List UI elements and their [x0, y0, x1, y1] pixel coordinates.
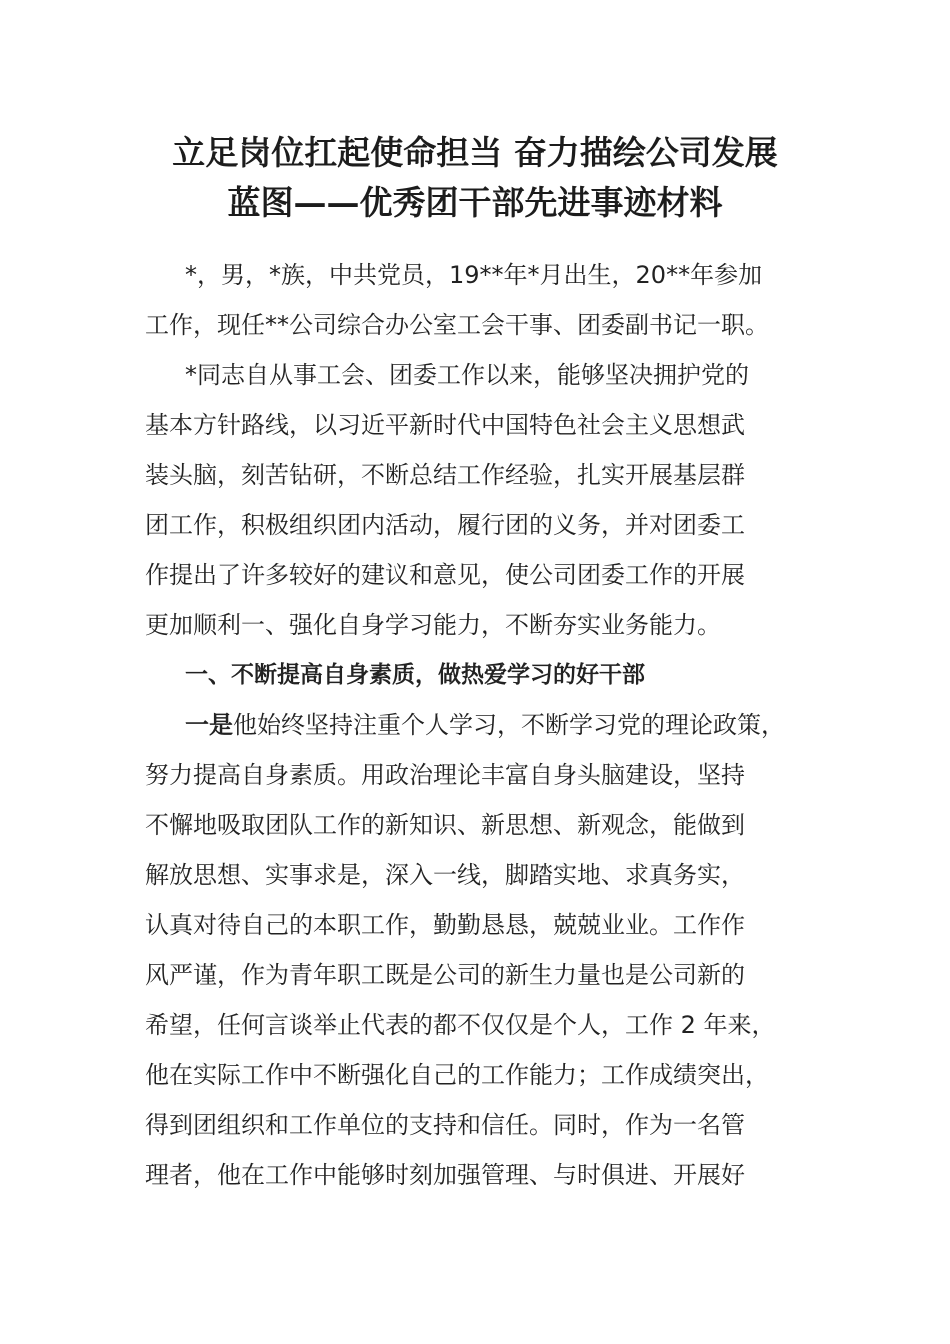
paragraph-line: 理者，他在工作中能够时刻加强管理、与时俱进、开展好 [145, 1161, 745, 1189]
paragraph-line: 努力提高自身素质。用政治理论丰富自身头脑建设，坚持 [145, 761, 745, 789]
document-body [145, 250, 815, 1200]
paragraph-line: 团工作，积极组织团内活动，履行团的义务，并对团委工 [145, 511, 745, 539]
title-line-1: 立足岗位扛起使命担当 奋力描绘公司发展 [172, 133, 778, 172]
lead-phrase: 一是 [185, 711, 233, 739]
paragraph-line: 希望，任何言谈举止代表的都不仅仅是个人，工作 2 年来， [145, 1011, 776, 1039]
paragraph-line: 装头脑，刻苦钻研，不断总结工作经验，扎实开展基层群 [145, 461, 745, 489]
paragraph-line: 认真对待自己的本职工作，勤勤恳恳，兢兢业业。工作作 [145, 911, 745, 939]
paragraph-line: 解放思想、实事求是，深入一线，脚踏实地、求真务实， [145, 861, 745, 889]
title-line-2: 蓝图——优秀团干部先进事迹材料 [227, 183, 723, 222]
paragraph-line: 风严谨，作为青年职工既是公司的新生力量也是公司新的 [145, 961, 745, 989]
document-title [140, 128, 810, 228]
paragraph-line: 作提出了许多较好的建议和意见，使公司团委工作的开展 [145, 561, 745, 589]
paragraph-line: 工作，现任**公司综合办公室工会干事、团委副书记一职。 [145, 311, 769, 339]
paragraph-line: *同志自从事工会、团委工作以来，能够坚决拥护党的 [185, 361, 749, 389]
paragraph-text: 他始终坚持注重个人学习，不断学习党的理论政策， [233, 711, 785, 739]
paragraph-line [145, 700, 815, 750]
paragraph-line: *，男，*族，中共党员，19**年*月出生，20**年参加 [185, 261, 763, 289]
paragraph-line: 得到团组织和工作单位的支持和信任。同时，作为一名管 [145, 1111, 745, 1139]
paragraph-line: 他在实际工作中不断强化自己的工作能力；工作成绩突出， [145, 1061, 769, 1089]
paragraph-line: 基本方针路线，以习近平新时代中国特色社会主义思想武 [145, 411, 745, 439]
section-heading: 一、不断提高自身素质，做热爱学习的好干部 [185, 662, 645, 688]
paragraph-line: 不懈地吸取团队工作的新知识、新思想、新观念，能做到 [145, 811, 745, 839]
paragraph-line: 更加顺利一、强化自身学习能力，不断夯实业务能力。 [145, 611, 721, 639]
